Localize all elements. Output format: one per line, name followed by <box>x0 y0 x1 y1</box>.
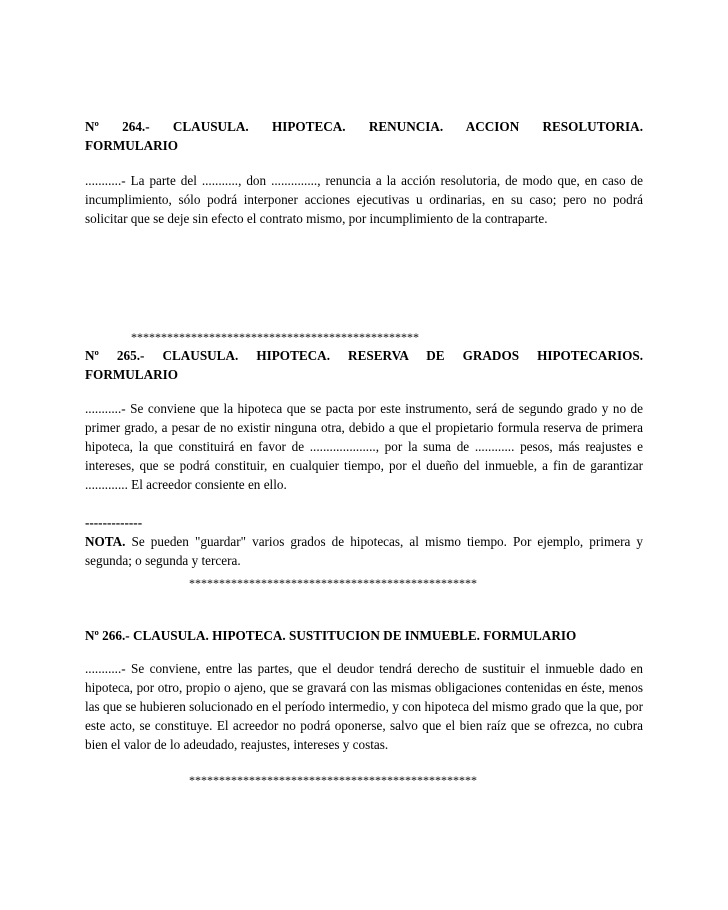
separator-stars: ************************************************ <box>189 576 477 590</box>
clause-265-body: ...........- Se conviene que la hipoteca que se pacta por este instrumento, será de segundo grado y no de primer grado, a pesar de no existir ninguna otra, debido a que el propietario formula reserva de primera hipoteca, la que constituirá en favor de ...................., por la suma de ............ pesos, más reajustes e intereses, que se podrá constituir, en cualquier tiempo, por el dueño del inmueble, a fin de garantizar ............. El acreedor consiente en ello. <box>85 401 643 492</box>
note-text: Se pueden "guardar" varios grados de hipotecas, al mismo tiempo. Por ejemplo, primera y segunda; o segunda y tercera. <box>85 534 643 568</box>
clause-266-body: ...........- Se conviene, entre las partes, que el deudor tendrá derecho de sustituir el inmueble dado en hipoteca, por otro, propio o ajeno, que se gravará con las mismas obligaciones contenidas en éste, menos las que se hubieren solucionado en el período intermedio, y con hipoteca del mismo grado que la que, por este acto, se constituye. El acreedor no podrá oponerse, salvo que el bien raíz que se ofrezca, no cubra bien el valor de lo adeudado, reajustes, intereses y costas. <box>85 661 643 752</box>
clause-264-heading-line2: FORMULARIO <box>85 138 179 153</box>
clause-264-heading-line1: Nº 264.- CLAUSULA. HIPOTECA. RENUNCIA. ACCION RESOLUTORIA. <box>85 119 643 134</box>
clause-264-body: ...........- La parte del ..........., don .............., renuncia a la acción resolutoria, de modo que, en caso de incumplimiento, sólo podrá interponer acciones ejecutivas u ordinarias, en su caso; pero no podrá solicitar que se deje sin efecto el contrato mismo, por incumplimiento de la contraparte. <box>85 173 643 226</box>
note-paragraph <box>85 532 643 570</box>
note-rule: ------------- <box>85 515 143 530</box>
clause-266-heading: Nº 266.- CLAUSULA. HIPOTECA. SUSTITUCION DE INMUEBLE. FORMULARIO <box>85 628 577 643</box>
clause-265-heading <box>85 346 643 384</box>
note-label: NOTA. <box>85 534 126 549</box>
note-block <box>85 513 643 570</box>
clause-264-heading <box>85 117 643 155</box>
separator-stars: ************************************************ <box>131 330 419 344</box>
clause-265-heading-line2: FORMULARIO <box>85 367 179 382</box>
clause-265-heading-line1: Nº 265.- CLAUSULA. HIPOTECA. RESERVA DE GRADOS HIPOTECARIOS. <box>85 348 643 363</box>
separator-stars: ************************************************ <box>189 773 477 787</box>
